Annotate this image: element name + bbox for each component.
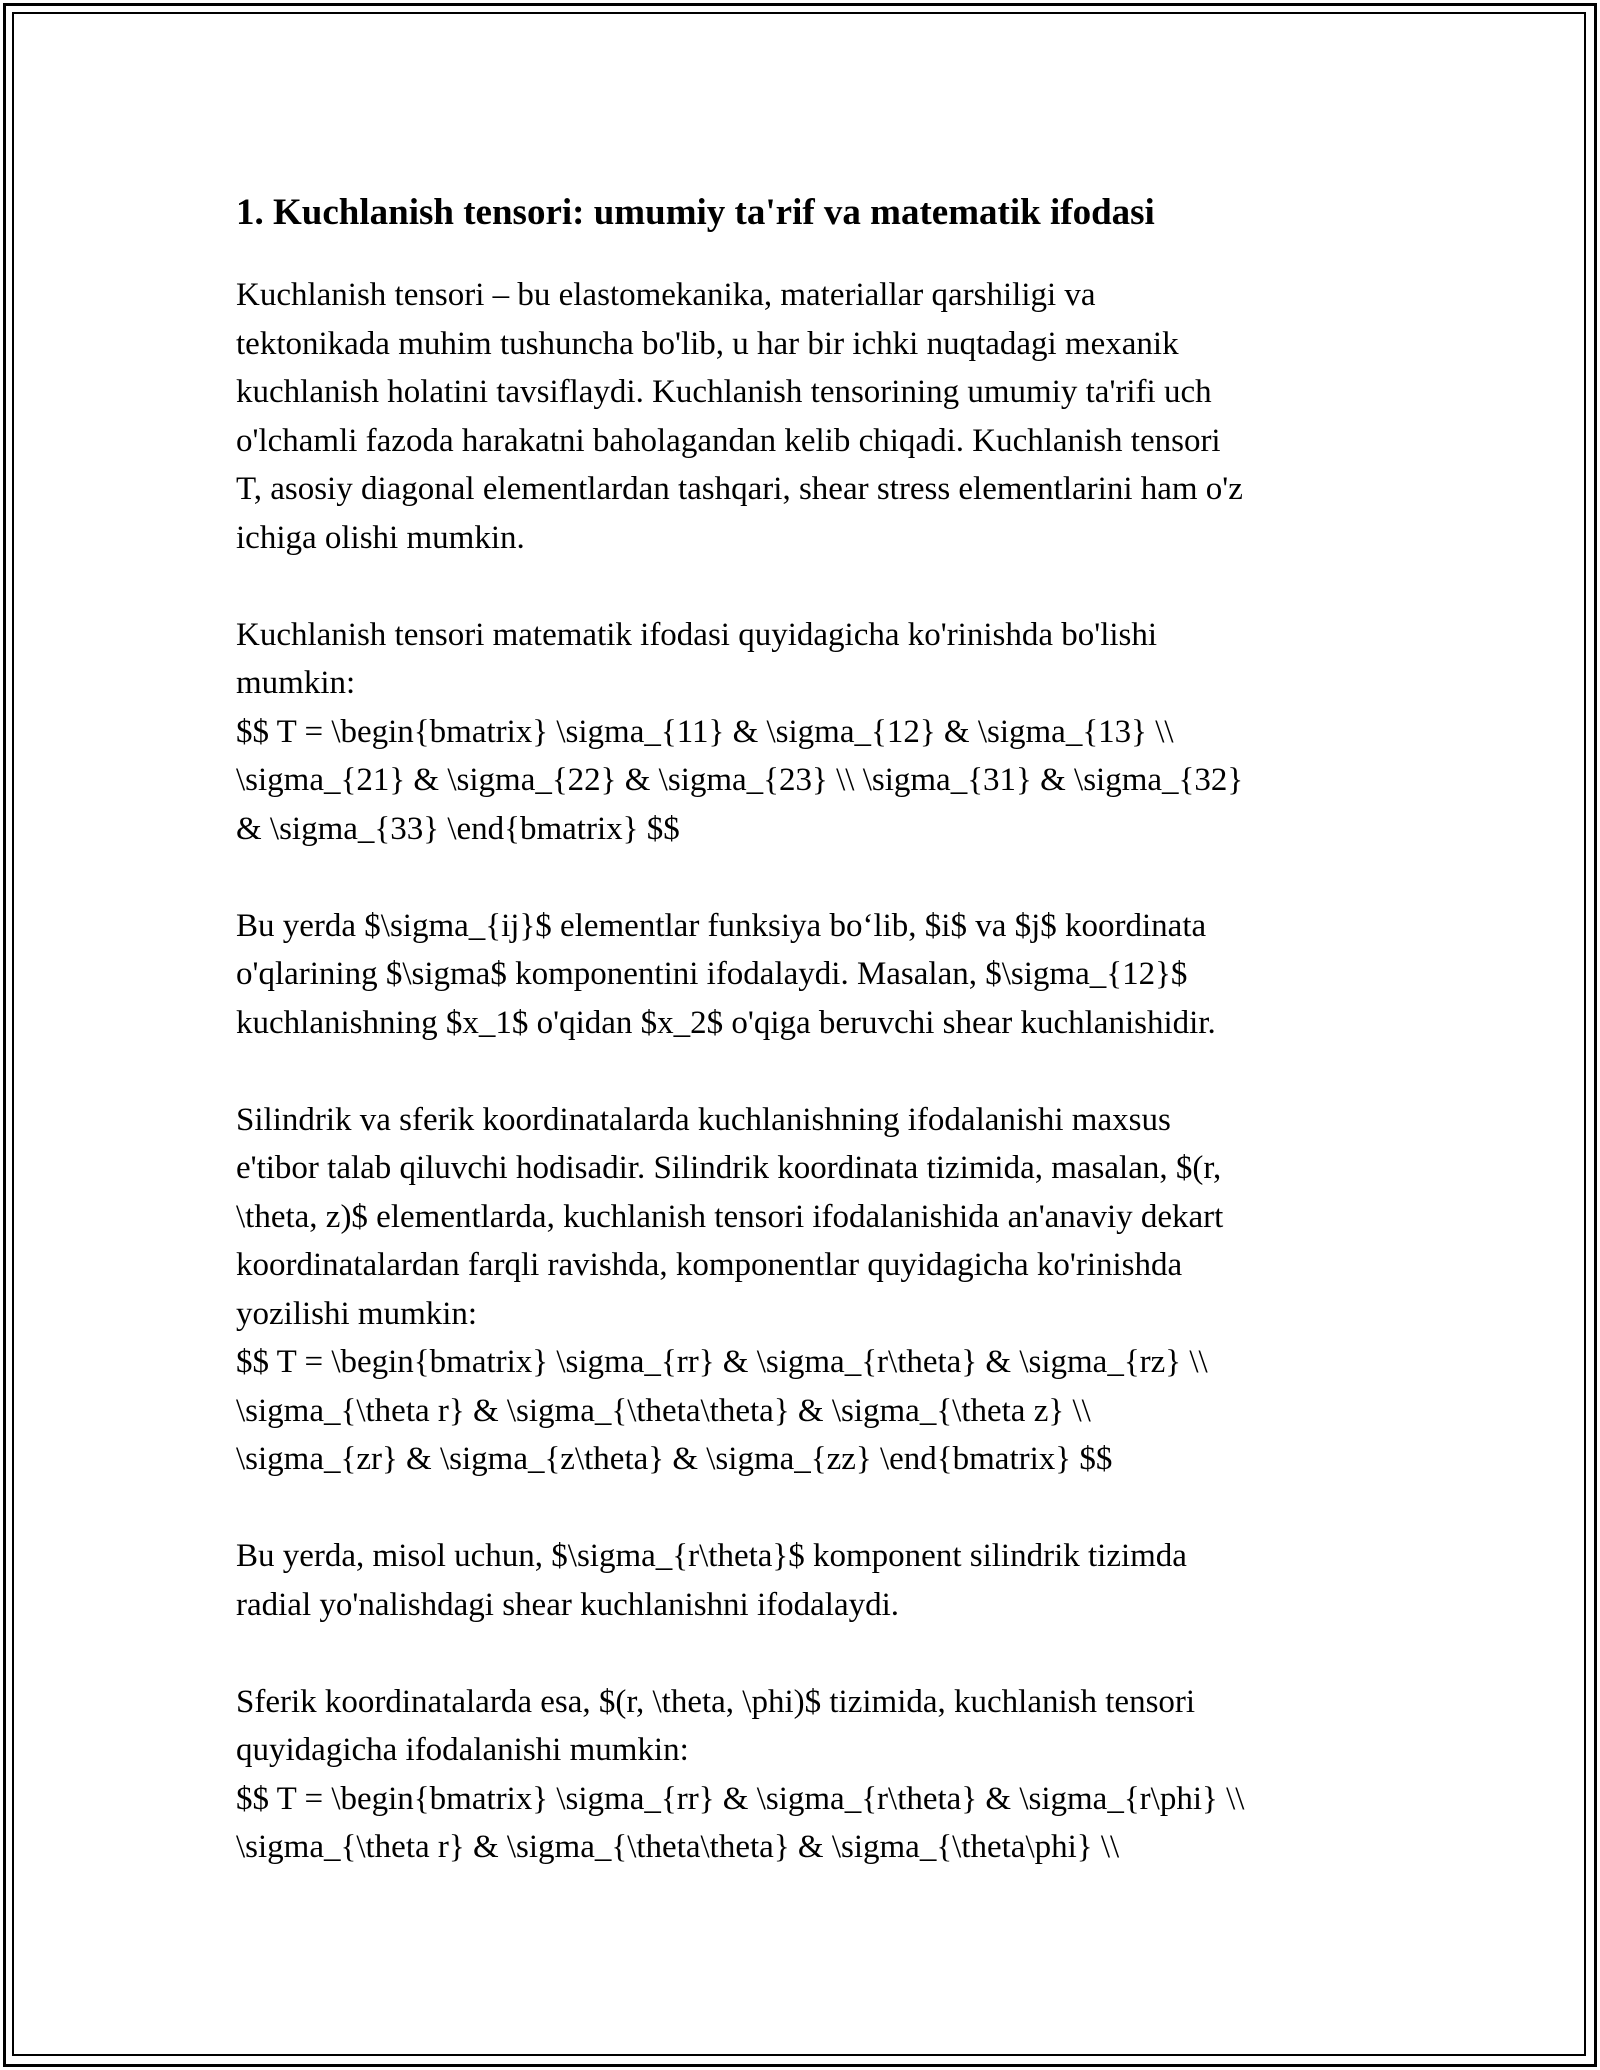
- text-line: Kuchlanish tensori – bu elastomekanika, materiallar qarshiligi va: [236, 277, 1096, 313]
- section-heading: 1. Kuchlanish tensori: umumiy ta'rif va matematik ifodasi: [236, 192, 1155, 233]
- text-line: kuchlanishning $x_1$ o'qidan $x_2$ o'qiga beruvchi shear kuchlanishidir.: [236, 1004, 1216, 1041]
- text-line: kuchlanish holatini tavsiflaydi. Kuchlanish tensorining umumiy ta'rifi uch: [236, 374, 1212, 410]
- text-line: \sigma_{\theta r} & \sigma_{\theta\theta} & \sigma_{\theta\phi} \\: [236, 1829, 1120, 1865]
- text-line: quyidagicha ifodalanishi mumkin:: [236, 1732, 689, 1768]
- text-line: radial yo'nalishdagi shear kuchlanishni ifodalaydi.: [236, 1586, 900, 1623]
- text-line: Kuchlanish tensori matematik ifodasi quyidagicha ko'rinishda bo'lishi: [236, 616, 1158, 653]
- text-line: \sigma_{zr} & \sigma_{z\theta} & \sigma_{zz} \end{bmatrix} $$: [236, 1441, 1113, 1477]
- paragraph: [236, 1532, 1376, 1629]
- text-line: Sferik koordinatalarda esa, $(r, \theta, \phi)$ tizimida, kuchlanish tensori: [236, 1683, 1196, 1720]
- paragraph-list: [236, 271, 1376, 1872]
- text-line: mumkin:: [236, 665, 356, 701]
- paragraph: [236, 1096, 1376, 1484]
- document-body: [236, 185, 1376, 1920]
- text-line: & \sigma_{33} \end{bmatrix} $$: [236, 810, 680, 847]
- text-line: \theta, z)$ elementlarda, kuchlanish tensori ifodalanishida an'anaviy dekart: [236, 1198, 1224, 1235]
- text-line: $$ T = \begin{bmatrix} \sigma_{rr} & \sigma_{r\theta} & \sigma_{r\phi} \\: [236, 1780, 1245, 1817]
- text-line: T, asosiy diagonal elementlardan tashqari, shear stress elementlarini ham o'z: [236, 471, 1243, 507]
- text-line: o'lchamli fazoda harakatni baholagandan kelib chiqadi. Kuchlanish tensori: [236, 422, 1221, 459]
- text-line: Silindrik va sferik koordinatalarda kuchlanishning ifodalanishi maxsus: [236, 1101, 1171, 1138]
- text-line: ichiga olishi mumkin.: [236, 519, 525, 556]
- text-line: o'qlarining $\sigma$ komponentini ifodalaydi. Masalan, $\sigma_{12}$: [236, 956, 1188, 992]
- text-line: \sigma_{\theta r} & \sigma_{\theta\theta} & \sigma_{\theta z} \\: [236, 1392, 1091, 1429]
- text-line: Bu yerda $\sigma_{ij}$ elementlar funksiya bo‘lib, $i$ va $j$ koordinata: [236, 907, 1207, 944]
- paragraph: [236, 611, 1376, 854]
- text-line: \sigma_{21} & \sigma_{22} & \sigma_{23} \\ \sigma_{31} & \sigma_{32}: [236, 762, 1244, 798]
- text-line: Bu yerda, misol uchun, $\sigma_{r\theta}$ komponent silindrik tizimda: [236, 1538, 1187, 1574]
- paragraph: [236, 1678, 1376, 1872]
- text-line: koordinatalardan farqli ravishda, komponentlar quyidagicha ko'rinishda: [236, 1247, 1183, 1283]
- paragraph: [236, 902, 1376, 1048]
- paragraph: [236, 271, 1376, 562]
- text-line: yozilishi mumkin:: [236, 1295, 478, 1332]
- text-line: $$ T = \begin{bmatrix} \sigma_{11} & \sigma_{12} & \sigma_{13} \\: [236, 713, 1174, 750]
- text-line: tektonikada muhim tushuncha bo'lib, u har bir ichki nuqtadagi mexanik: [236, 325, 1179, 362]
- text-line: e'tibor talab qiluvchi hodisadir. Silindrik koordinata tizimida, masalan, $(r,: [236, 1150, 1222, 1186]
- text-line: $$ T = \begin{bmatrix} \sigma_{rr} & \sigma_{r\theta} & \sigma_{rz} \\: [236, 1344, 1208, 1380]
